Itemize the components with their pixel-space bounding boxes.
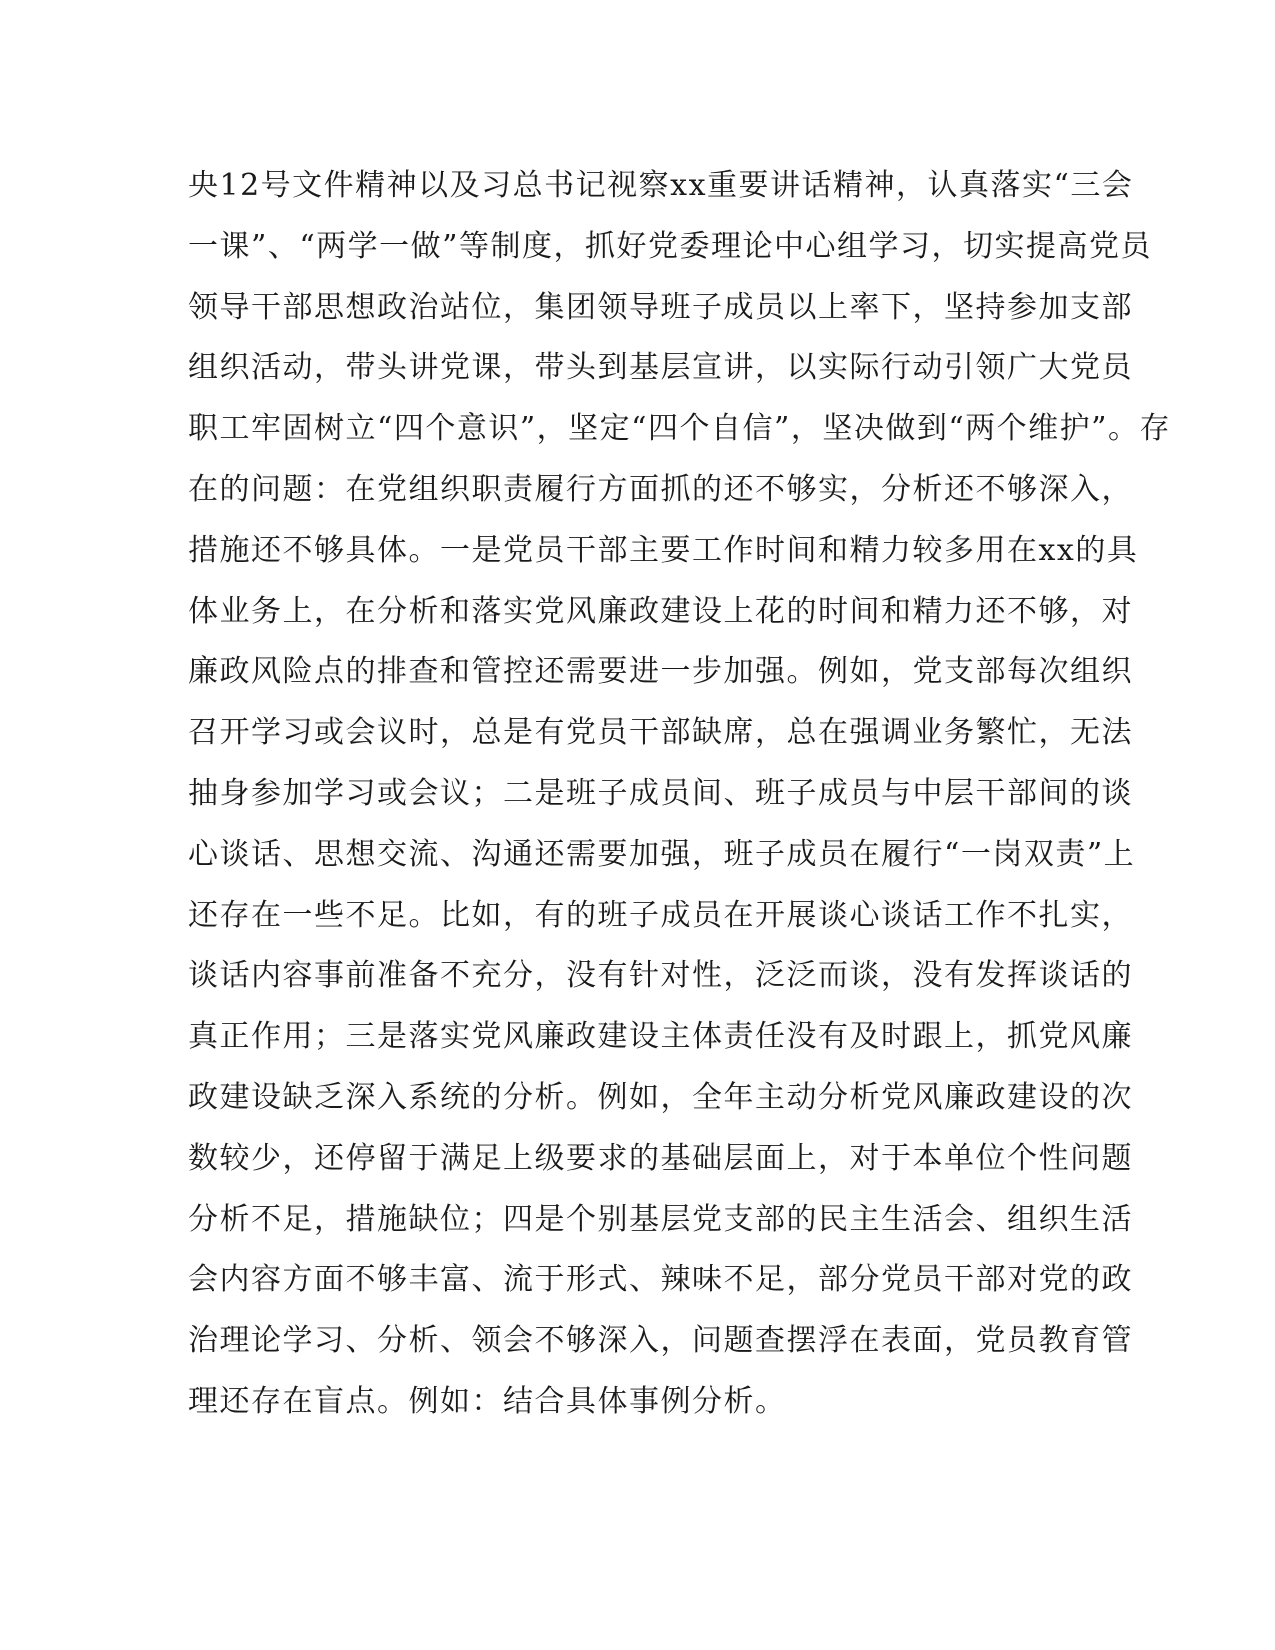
text-line: 领导干部思想政治站位，集团领导班子成员以上率下，坚持参加支部 <box>188 289 1133 325</box>
text-line: 心谈话、思想交流、沟通还需要加强，班子成员在履行“一岗双责”上 <box>188 836 1136 872</box>
text-line: 体业务上，在分析和落实党风廉政建设上花的时间和精力还不够，对 <box>188 593 1133 629</box>
text-line: 组织活动，带头讲党课，带头到基层宣讲，以实际行动引领广大党员 <box>188 350 1133 386</box>
text-line: 真正作用；三是落实党风廉政建设主体责任没有及时跟上，抓党风廉 <box>188 1019 1133 1055</box>
text-line: 在的问题：在党组织职责履行方面抓的还不够实，分析还不够深入， <box>188 471 1133 507</box>
text-line: 政建设缺乏深入系统的分析。例如，全年主动分析党风廉政建设的次 <box>188 1079 1133 1115</box>
text-line: 数较少，还停留于满足上级要求的基础层面上，对于本单位个性问题 <box>188 1140 1133 1176</box>
text-line: 还存在一些不足。比如，有的班子成员在开展谈心谈话工作不扎实， <box>188 897 1133 933</box>
text-line: 一课”、“两学一做”等制度，抓好党委理论中心组学习，切实提高党员 <box>188 228 1153 264</box>
text-line: 廉政风险点的排查和管控还需要进一步加强。例如，党支部每次组织 <box>188 654 1133 690</box>
text-line: 职工牢固树立“四个意识”，坚定“四个自信”，坚决做到“两个维护”。存 <box>188 411 1172 447</box>
body-paragraph <box>188 163 1172 1440</box>
text-line: 谈话内容事前准备不充分，没有针对性，泛泛而谈，没有发挥谈话的 <box>188 958 1133 994</box>
text-line: 措施还不够具体。一是党员干部主要工作时间和精力较多用在xx的具 <box>188 532 1139 568</box>
text-line: 治理论学习、分析、领会不够深入，问题查摆浮在表面，党员教育管 <box>188 1323 1133 1359</box>
text-line: 分析不足，措施缺位；四是个别基层党支部的民主生活会、组织生活 <box>188 1201 1133 1237</box>
text-line: 理还存在盲点。例如：结合具体事例分析。 <box>188 1383 787 1419</box>
text-line: 召开学习或会议时，总是有党员干部缺席，总在强调业务繁忙，无法 <box>188 715 1133 751</box>
text-line: 会内容方面不够丰富、流于形式、辣味不足，部分党员干部对党的政 <box>188 1262 1133 1298</box>
text-line: 抽身参加学习或会议；二是班子成员间、班子成员与中层干部间的谈 <box>188 775 1133 811</box>
text-line: 央12号文件精神以及习总书记视察xx重要讲话精神，认真落实“三会 <box>188 168 1134 203</box>
